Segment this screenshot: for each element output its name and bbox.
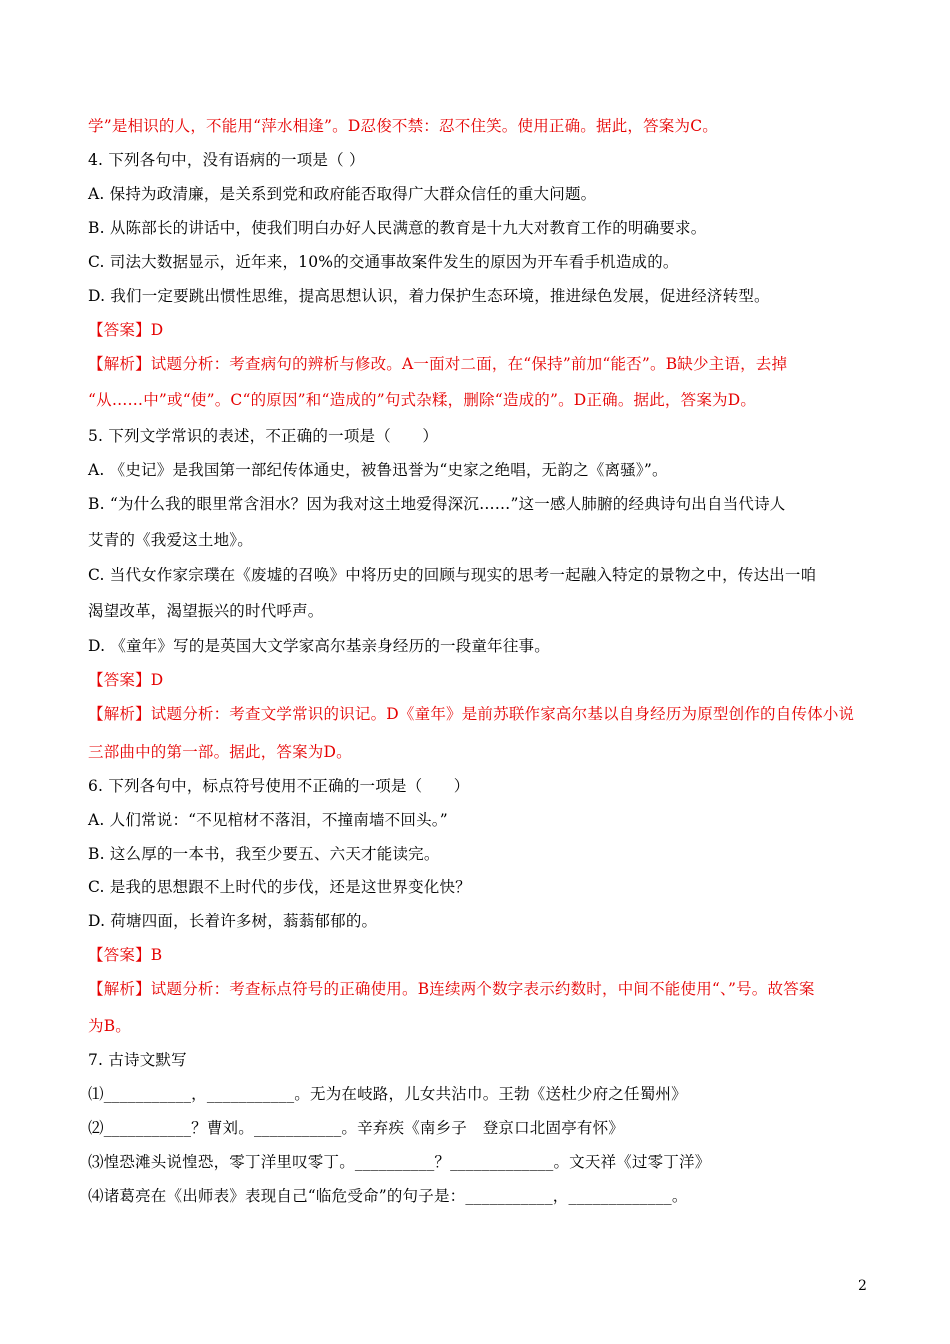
analysis-5-line-1: 【解析】试题分析：考查文学常识的识记。D《童年》是前苏联作家高尔基以自身经历为原型创作的自传体小说: [88, 705, 855, 723]
question-5: 5. 下列文学常识的表述，不正确的一项是（ ）: [88, 427, 439, 445]
option-5d: D. 《童年》写的是英国大文学家高尔基亲身经历的一段童年往事。: [88, 637, 550, 655]
option-6c: C. 是我的思想跟不上时代的步伐，还是这世界变化快？: [88, 878, 471, 896]
option-5b-line-1: B. “为什么我的眼里常含泪水？因为我对这土地爱得深沉……”这一感人肺腑的经典诗句出自当代诗人: [88, 495, 786, 513]
question-4: 4. 下列各句中，没有语病的一项是（ ）: [88, 151, 365, 169]
analysis-5-line-2: 三部曲中的第一部。据此，答案为D。: [88, 743, 352, 761]
option-5c-line-2: 渴望改革，渴望振兴的时代呼声。: [88, 602, 324, 620]
answer-4: 【答案】D: [88, 321, 164, 339]
option-6a: A. 人们常说：“不见棺材不落泪，不撞南墙不回头。”: [88, 811, 448, 829]
answer-5: 【答案】D: [88, 671, 164, 689]
option-4d: D. 我们一定要跳出惯性思维，提高思想认识，着力保护生态环境，推进绿色发展，促进经济转型。: [88, 287, 770, 305]
analysis-6-line-1: 【解析】试题分析：考查标点符号的正确使用。B连续两个数字表示约数时，中间不能使用“、”号。故答案: [88, 980, 815, 998]
option-6b: B. 这么厚的一本书，我至少要五、六天才能读完。: [88, 845, 440, 863]
question-6: 6. 下列各句中，标点符号使用不正确的一项是（ ）: [88, 777, 470, 795]
question-7-item-4: ⑷诸葛亮在《出师表》表现自己“临危受命”的句子是：___________，_____________。: [88, 1187, 688, 1205]
option-4b: B. 从陈部长的讲话中，使我们明白办好人民满意的教育是十九大对教育工作的明确要求。: [88, 219, 707, 237]
analysis-4-line-1: 【解析】试题分析：考查病句的辨析与修改。A一面对二面，在“保持”前加“能否”。B缺少主语，去掉: [88, 355, 788, 373]
answer-6: 【答案】B: [88, 946, 163, 964]
analysis-4-line-2: “从……中”或“使”。C“的原因”和“造成的”句式杂糅，删除“造成的”。D正确。据此，答案为D。: [88, 391, 757, 409]
option-4c: C. 司法大数据显示，近年来，10%的交通事故案件发生的原因为开车看手机造成的。: [88, 253, 679, 271]
question-7-item-2: ⑵___________？曹刘。___________。辛弃疾《南乡子 登京口北固亭有怀》: [88, 1119, 625, 1137]
question-7-item-3: ⑶惶恐滩头说惶恐，零丁洋里叹零丁。__________？_____________。文天祥《过零丁洋》: [88, 1153, 711, 1171]
question-7: 7. 古诗文默写: [88, 1051, 187, 1069]
text-line-1: 学”是相识的人，不能用“萍水相逢”。D忍俊不禁：忍不住笑。使用正确。据此，答案为C。: [88, 117, 718, 135]
question-7-item-1: ⑴___________，___________。无为在岐路，儿女共沾巾。王勃《送杜少府之任蜀州》: [88, 1085, 687, 1103]
option-5a: A. 《史记》是我国第一部纪传体通史，被鲁迅誉为“史家之绝唱，无韵之《离骚》”。: [88, 461, 668, 479]
option-5b-line-2: 艾青的《我爱这土地》。: [88, 531, 253, 549]
option-6d: D. 荷塘四面，长着许多树，蓊蓊郁郁的。: [88, 912, 378, 930]
option-4a: A. 保持为政清廉，是关系到党和政府能否取得广大群众信任的重大问题。: [88, 185, 597, 203]
page-number: 2: [858, 1278, 867, 1294]
analysis-6-line-2: 为B。: [88, 1017, 131, 1035]
option-5c-line-1: C. 当代女作家宗璞在《废墟的召唤》中将历史的回顾与现实的思考一起融入特定的景物之中，传达出一咱: [88, 566, 817, 584]
